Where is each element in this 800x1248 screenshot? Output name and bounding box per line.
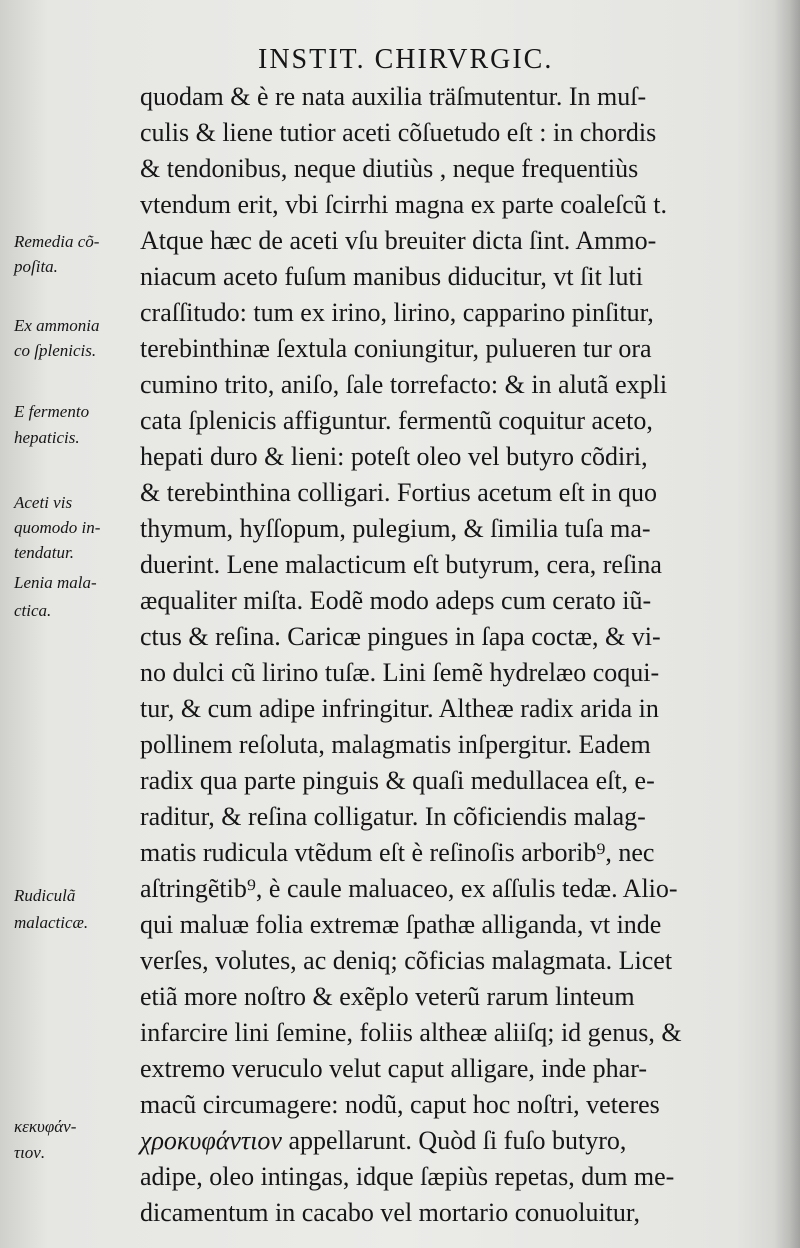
text-line: craſſitudo: tum ex irino, lirino, capparino pinſitur, bbox=[140, 298, 654, 327]
text-line: radix qua parte pinguis & quaſi medullacea eſt, e- bbox=[140, 766, 655, 795]
text-line bbox=[140, 1126, 626, 1156]
margin-note: τιον. bbox=[14, 1143, 46, 1162]
text-line: dicamentum in cacabo vel mortario conuoluitur, bbox=[140, 1198, 641, 1227]
running-head: INSTIT. CHIRVRGIC. bbox=[258, 44, 554, 75]
text-line: hepati duro & lieni: poteſt oleo vel butyro cõdiri, bbox=[140, 442, 648, 471]
text-line: verſes, volutes, ac deniq; cõficias malagmata. Licet bbox=[140, 946, 673, 975]
text-line: matis rudicula vtẽdum eſt è reſinoſis arborib⁹, nec bbox=[140, 838, 655, 867]
text-line: no dulci cũ lirino tuſæ. Lini ſemẽ hydrelæo coqui- bbox=[140, 658, 660, 687]
margin-note: κεκυφάν- bbox=[14, 1117, 77, 1136]
margin-note: Lenia mala- bbox=[14, 573, 97, 592]
text-line: aſtringẽtib⁹, è caule maluaceo, ex aſſulis tedæ. Alio- bbox=[140, 874, 678, 903]
text-line: thymum, hyſſopum, pulegium, & ſimilia tuſa ma- bbox=[140, 514, 651, 543]
text-line: raditur, & reſina colligatur. In cõficiendis malag- bbox=[140, 802, 646, 831]
margin-note: E fermento bbox=[14, 402, 90, 421]
margin-note: co ſplenicis. bbox=[14, 341, 97, 360]
margin-note: poſita. bbox=[14, 257, 58, 276]
text-line: etiã more noſtro & exẽplo veterũ rarum linteum bbox=[140, 982, 635, 1011]
text-line: quodam & è re nata auxilia träſmutentur. In muſ- bbox=[140, 82, 647, 111]
margin-note: malacticæ. bbox=[14, 913, 89, 932]
margin-note: Ex ammonia bbox=[14, 316, 100, 335]
margin-note: hepaticis. bbox=[14, 428, 80, 447]
text-line: adipe, oleo intingas, idque ſæpiùs repetas, dum me- bbox=[140, 1162, 675, 1191]
margin-note: Aceti vis bbox=[14, 493, 73, 512]
margin-note: tendatur. bbox=[14, 543, 74, 562]
text-line: macũ circumagere: nodũ, caput hoc noſtri, veteres bbox=[140, 1090, 660, 1119]
text-line: Atque hæc de aceti vſu breuiter dicta ſint. Ammo- bbox=[140, 226, 657, 255]
text-line: cata ſplenicis affiguntur. fermentũ coquitur aceto, bbox=[140, 406, 653, 435]
greek-term: χροκυφάντιον bbox=[140, 1126, 282, 1155]
text-line: & terebinthina colligari. Fortius acetum eſt in quo bbox=[140, 478, 657, 507]
text-line: tur, & cum adipe infringitur. Altheæ radix arida in bbox=[140, 694, 659, 723]
text-line: infarcire lini ſemine, foliis altheæ aliiſq; id genus, & bbox=[140, 1018, 682, 1047]
margin-note: ctica. bbox=[14, 601, 52, 620]
text-line: & tendonibus, neque diutiùs , neque frequentiùs bbox=[140, 154, 639, 183]
margin-note: quomodo in- bbox=[14, 518, 101, 537]
text-line: cumino trito, aniſo, ſale torrefacto: & in alutã expli bbox=[140, 370, 668, 399]
text-line: culis & liene tutior aceti cõſuetudo eſt : in chordis bbox=[140, 118, 657, 147]
text-line: terebinthinæ ſextula coniungitur, pulueren tur ora bbox=[140, 334, 652, 363]
text-line: duerint. Lene malacticum eſt butyrum, cera, reſina bbox=[140, 550, 662, 579]
text-line: æqualiter miſta. Eodẽ modo adeps cum cerato iũ- bbox=[140, 586, 652, 615]
text-line: extremo veruculo velut caput alligare, inde phar- bbox=[140, 1054, 647, 1083]
margin-note: Remedia cõ- bbox=[14, 232, 100, 251]
text-line: niacum aceto fuſum manibus diducitur, vt ſit luti bbox=[140, 262, 643, 291]
text-line: ctus & reſina. Caricæ pingues in ſapa coctæ, & vi- bbox=[140, 622, 661, 651]
text-line: pollinem reſoluta, malagmatis inſpergitur. Eadem bbox=[140, 730, 651, 759]
margin-note: Rudiculã bbox=[14, 886, 76, 905]
text-line-rest: appellarunt. Quòd ſi fuſo butyro, bbox=[288, 1126, 627, 1155]
text-line: qui maluæ folia extremæ ſpathæ alliganda, vt inde bbox=[140, 910, 662, 939]
text-line: vtendum erit, vbi ſcirrhi magna ex parte coaleſcũ t. bbox=[140, 190, 668, 219]
